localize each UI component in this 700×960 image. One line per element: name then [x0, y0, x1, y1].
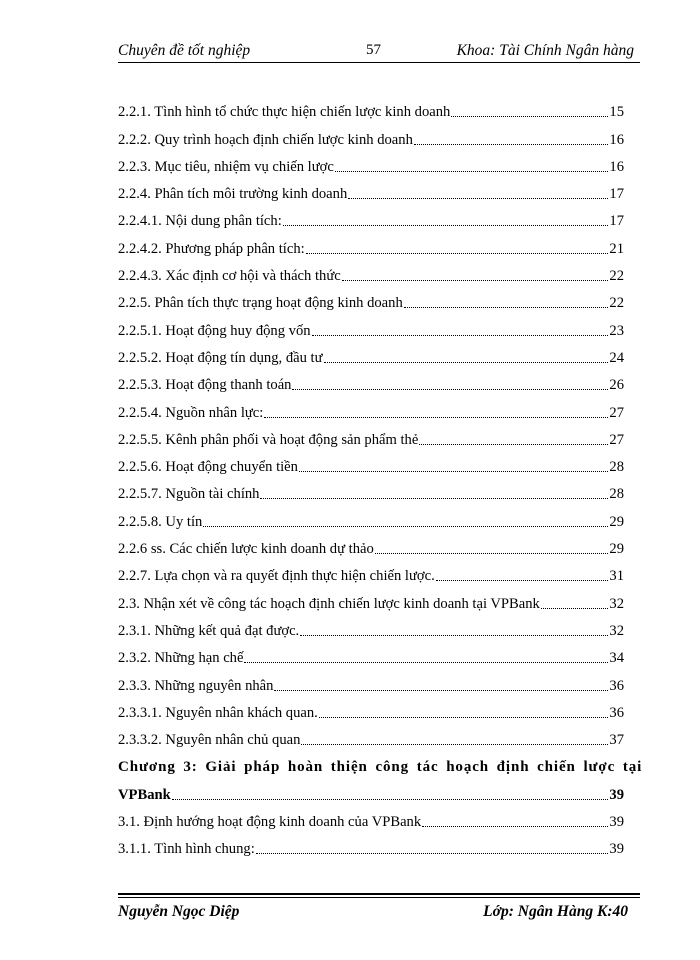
toc-leader-dots [451, 115, 608, 117]
header-page-number: 57 [366, 42, 381, 58]
footer-class: Lớp: Ngân Hàng K:40 [483, 903, 628, 920]
toc-leader-dots [312, 334, 609, 336]
toc-entry [118, 312, 624, 339]
toc-entry [118, 367, 624, 394]
toc-entry [118, 613, 624, 640]
toc-entry-page: 36 [609, 704, 624, 721]
toc-entry-page: 22 [609, 268, 624, 285]
toc-entry [118, 422, 624, 449]
toc-entry-title: 2.2.5.3. Hoạt động thanh toán [118, 377, 292, 394]
toc-entry-title: 2.3.3.2. Nguyên nhân chủ quan [118, 732, 301, 749]
toc-entry-title: 2.2.5.8. Uy tín [118, 513, 203, 530]
toc-entry [118, 531, 624, 558]
toc-entry-page: 15 [609, 104, 624, 121]
toc-leader-dots [256, 852, 609, 854]
chapter-heading: Chương 3: Giải pháp hoàn thiện công tác hoạch định chiến lược tại [118, 759, 643, 776]
footer-divider-thin [118, 897, 640, 898]
toc-entry-title: 2.3.1. Những kết quả đạt được. [118, 622, 300, 639]
toc-entry-title: 2.2.4.2. Phương pháp phân tích: [118, 240, 305, 257]
toc-entry [118, 285, 624, 312]
toc-leader-dots [300, 634, 608, 636]
toc-leader-dots [203, 525, 608, 527]
toc-leader-dots [299, 470, 608, 472]
toc-leader-dots [306, 252, 609, 254]
toc-leader-dots [264, 416, 608, 418]
toc-entry-title: 2.2.4. Phân tích môi trường kinh doanh [118, 186, 348, 203]
toc-leader-dots [342, 279, 609, 281]
toc-entry [118, 695, 624, 722]
toc-entry-page: 17 [609, 186, 624, 203]
toc-entry-title: 3.1. Định hướng hoạt động kinh doanh của VPBank [118, 814, 422, 831]
chapter-page: 39 [609, 786, 624, 803]
toc-entry-page: 16 [609, 158, 624, 175]
toc-leader-dots [335, 170, 609, 172]
toc-leader-dots [414, 143, 609, 145]
toc-entry-page: 36 [609, 677, 624, 694]
toc-leader-dots [301, 743, 608, 745]
toc-entry [118, 722, 624, 749]
toc-entry-title: 2.2.4.1. Nội dung phân tích: [118, 213, 282, 230]
toc-entry-title: 2.2.5.4. Nguồn nhân lực: [118, 404, 264, 421]
toc-leader-dots [292, 388, 608, 390]
footer-divider-thick [118, 893, 640, 895]
toc-entry-title: 2.2.7. Lựa chọn và ra quyết định thực hiện chiến lược. [118, 568, 435, 585]
toc-entry-title: 2.3.2. Những hạn chế [118, 650, 244, 667]
toc-entry-page: 21 [609, 240, 624, 257]
toc-leader-dots [436, 579, 609, 581]
toc-leader-dots [283, 224, 609, 226]
toc-entry-title: 2.2.5.5. Kênh phân phối và hoạt động sản phẩm thẻ [118, 431, 419, 448]
toc-entry-title: 2.2.1. Tình hình tổ chức thực hiện chiến lược kinh doanh [118, 104, 451, 121]
toc-entry-title: 2.3. Nhận xét về công tác hoạch định chiến lược kinh doanh tại VPBank [118, 595, 540, 612]
toc-entry-title: 2.2.5.7. Nguồn tài chính [118, 486, 260, 503]
toc-entry-page: 16 [609, 131, 624, 148]
toc-entry-page: 27 [609, 404, 624, 421]
toc-entry-page: 32 [609, 595, 624, 612]
header-document-type: Chuyên đề tốt nghiệp [118, 42, 251, 59]
toc-leader-dots [172, 798, 609, 800]
toc-entry [118, 230, 624, 257]
header-faculty: Khoa: Tài Chính Ngân hàng [456, 42, 634, 59]
toc-leader-dots [375, 552, 609, 554]
toc-leader-dots [348, 197, 608, 199]
toc-leader-dots [324, 361, 609, 363]
toc-entry [118, 558, 624, 585]
toc-entry-page: 39 [609, 814, 624, 831]
toc-entry [118, 176, 624, 203]
toc-entry [118, 667, 624, 694]
toc-entry [118, 94, 624, 121]
chapter-heading-continuation [118, 776, 624, 803]
toc-entry-page: 34 [609, 650, 624, 667]
toc-entry [118, 831, 624, 858]
toc-leader-dots [541, 607, 609, 609]
toc-entry [118, 121, 624, 148]
page-header [118, 38, 640, 62]
toc-entry-page: 27 [609, 431, 624, 448]
toc-entry-title: 3.1.1. Tình hình chung: [118, 841, 255, 858]
toc-leader-dots [319, 716, 609, 718]
toc-entry [118, 340, 624, 367]
toc-entry [118, 585, 624, 612]
toc-leader-dots [244, 661, 608, 663]
toc-entry-title: 2.3.3.1. Nguyên nhân khách quan. [118, 704, 318, 721]
header-divider [118, 62, 640, 63]
toc-leader-dots [260, 497, 608, 499]
footer-author: Nguyễn Ngọc Diệp [118, 903, 240, 920]
toc-leader-dots [422, 825, 608, 827]
toc-entry [118, 804, 624, 831]
toc-entry-page: 39 [609, 841, 624, 858]
toc-entry-page: 37 [609, 732, 624, 749]
toc-entry [118, 149, 624, 176]
toc-entry-page: 28 [609, 459, 624, 476]
toc-entry-page: 17 [609, 213, 624, 230]
toc-entry [118, 394, 624, 421]
toc-entry-page: 32 [609, 622, 624, 639]
toc-entry-page: 22 [609, 295, 624, 312]
toc-entry-title: 2.2.2. Quy trình hoạch định chiến lược kinh doanh [118, 131, 413, 148]
toc-entry-page: 29 [609, 513, 624, 530]
toc-leader-dots [274, 689, 608, 691]
toc-entry-title: 2.2.5. Phân tích thực trạng hoạt động kinh doanh [118, 295, 403, 312]
toc-entry [118, 449, 624, 476]
toc-leader-dots [419, 443, 608, 445]
toc-entry [118, 258, 624, 285]
toc-entry [118, 203, 624, 230]
toc-entry-title: 2.2.6 ss. Các chiến lược kinh doanh dự thảo [118, 541, 374, 558]
toc-entry-title: 2.2.5.1. Hoạt động huy động vốn [118, 322, 311, 339]
page-footer [118, 900, 640, 924]
toc-entry-title: 2.2.5.2. Hoạt động tín dụng, đầu tư [118, 349, 323, 366]
toc-entry-page: 24 [609, 349, 624, 366]
toc-entry-title: 2.2.5.6. Hoạt động chuyển tiền [118, 459, 298, 476]
toc-entry-page: 29 [609, 541, 624, 558]
toc-leader-dots [404, 306, 609, 308]
toc-entry-page: 28 [609, 486, 624, 503]
toc-entry-title: 2.3.3. Những nguyên nhân [118, 677, 274, 694]
toc-entry-page: 23 [609, 322, 624, 339]
chapter-heading-tail: VPBank [118, 786, 171, 803]
toc-entry [118, 476, 624, 503]
toc-entry-page: 26 [609, 377, 624, 394]
table-of-contents [118, 94, 643, 858]
toc-entry [118, 503, 624, 530]
toc-entry-title: 2.2.3. Mục tiêu, nhiệm vụ chiến lược [118, 158, 334, 175]
toc-entry-title: 2.2.4.3. Xác định cơ hội và thách thức [118, 268, 341, 285]
toc-entry-page: 31 [609, 568, 624, 585]
toc-entry [118, 640, 624, 667]
